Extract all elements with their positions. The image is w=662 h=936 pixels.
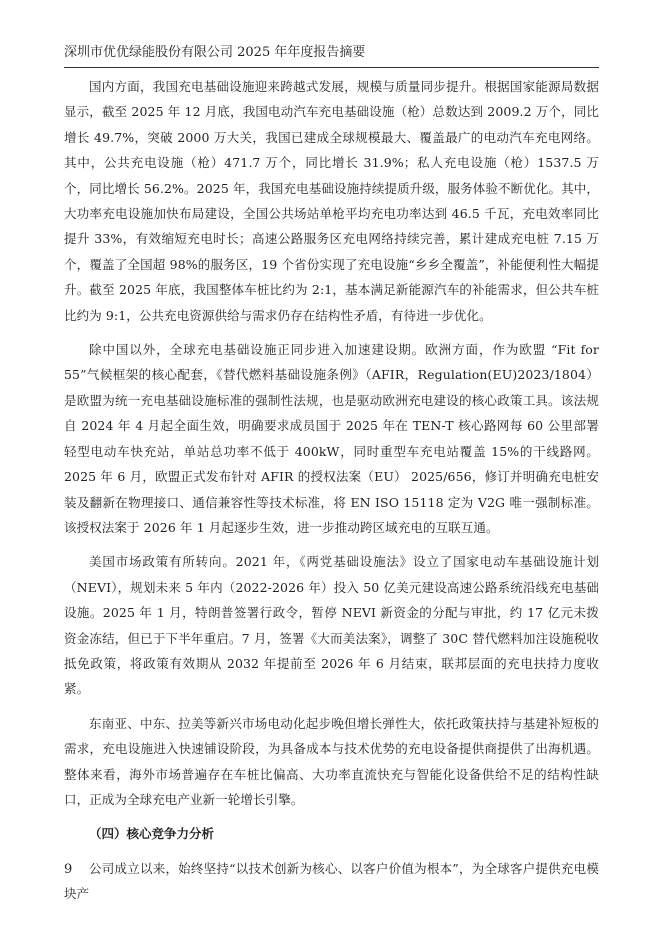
- paragraph-emerging-markets: 东南亚、中东、拉美等新兴市场电动化起步晚但增长弹性大，依托政策扶持与基建补短板的需求，充电设施进入快速铺设阶段，为具备成本与技术优势的充电设备提供商提供了出海机遇。整体来看，海外市场普遍存在车桩比偏高、大功率直流快充与智能化设备供给不足的结构性缺口，正成为全球充电产业新一轮增长引擎。: [64, 715, 599, 807]
- paragraph-europe-market: 除中国以外，全球充电基础设施正同步进入加速建设期。欧洲方面，作为欧盟 “Fit for 55”气候框架的核心配套，《替代燃料基础设施条例》（AFIR，Regulation(EU)2023/1804）是欧盟为统一充电基础设施标准的强制性法规，也是驱动欧洲充电建设的核心政策工具。该法规自 2024 年 4 月起全面生效，明确要求成员国于 2025 年在 TEN-T 核心路网每 60 公里部署轻型电动车快充站，单站总功率不低于 400kW，同时重型车充电站覆盖 15%的干线路网。2025 年 6 月，欧盟正式发布针对 AFIR 的授权法案（EU） 2025/656，修订并明确充电桩安装及翻新在物理接口、通信兼容性等技术标准，将 EN ISO 15118 定为 V2G 唯一强制标准。该授权法案于 2026 年 1 月起逐步生效，进一步推动跨区域充电的互联互通。: [64, 342, 599, 535]
- report-title: 深圳市优优绿能股份有限公司 2025 年年度报告摘要: [64, 45, 366, 60]
- page-header: [64, 43, 599, 68]
- document-body: [64, 74, 599, 916]
- paragraph-domestic-market: 国内方面，我国充电基础设施迎来跨越式发展，规模与质量同步提升。根据国家能源局数据显示，截至 2025 年 12 月底，我国电动汽车充电基础设施（枪）总数达到 2009.2 万个，同比增长 49.7%，突破 2000 万大关，我国已建成全球规模最大、覆盖最广的电动汽车充电网络。其中，公共充电设施（枪）471.7 万个，同比增长 31.9%；私人充电设施（枪）1537.5 万个，同比增长 56.2%。2025 年，我国充电基础设施持续提质升级，服务体验不断优化。其中，大功率充电设施加快布局建设，全国公共场站单枪平均充电功率达到 46.5 千瓦，充电效率同比提升 33%，有效缩短充电时长；高速公路服务区充电网络持续完善，累计建成充电桩 7.15 万个，覆盖了全国超 98%的服务区，19 个省份实现了充电设施“乡乡全覆盖”，补能便利性大幅提升。截至 2025 年底，我国整体车桩比约为 2:1，基本满足新能源汽车的补能需求，但公共车桩比约为 9:1，公共充电资源供给与需求仍存在结构性矛盾，有待进一步优化。: [64, 79, 599, 323]
- section-heading-core-competitiveness: （四）核心竞争力分析: [89, 826, 215, 842]
- paragraph-company-intro: 公司成立以来，始终坚持“以技术创新为核心、以客户价值为根本”，为全球客户提供充电模块产: [64, 860, 599, 902]
- page-number: 9: [64, 862, 73, 877]
- paragraph-us-market: 美国市场政策有所转向。2021 年，《两党基础设施法》设立了国家电动车基础设施计划（NEVI），规划未来 5 年内（2022-2026 年）投入 50 亿美元建设高速公路系统沿线充电基础设施。2025 年 1 月，特朗普签署行政令，暂停 NEVI 新资金的分配与审批，约 17 亿元未拨资金冻结，但已于下半年重启。7 月，签署《大而美法案》，调整了 30C 替代燃料加注设施税收抵免政策，将政策有效期从 2032 年提前至 2026 年 6 月结束，联邦层面的充电扶持力度收紧。: [64, 554, 599, 697]
